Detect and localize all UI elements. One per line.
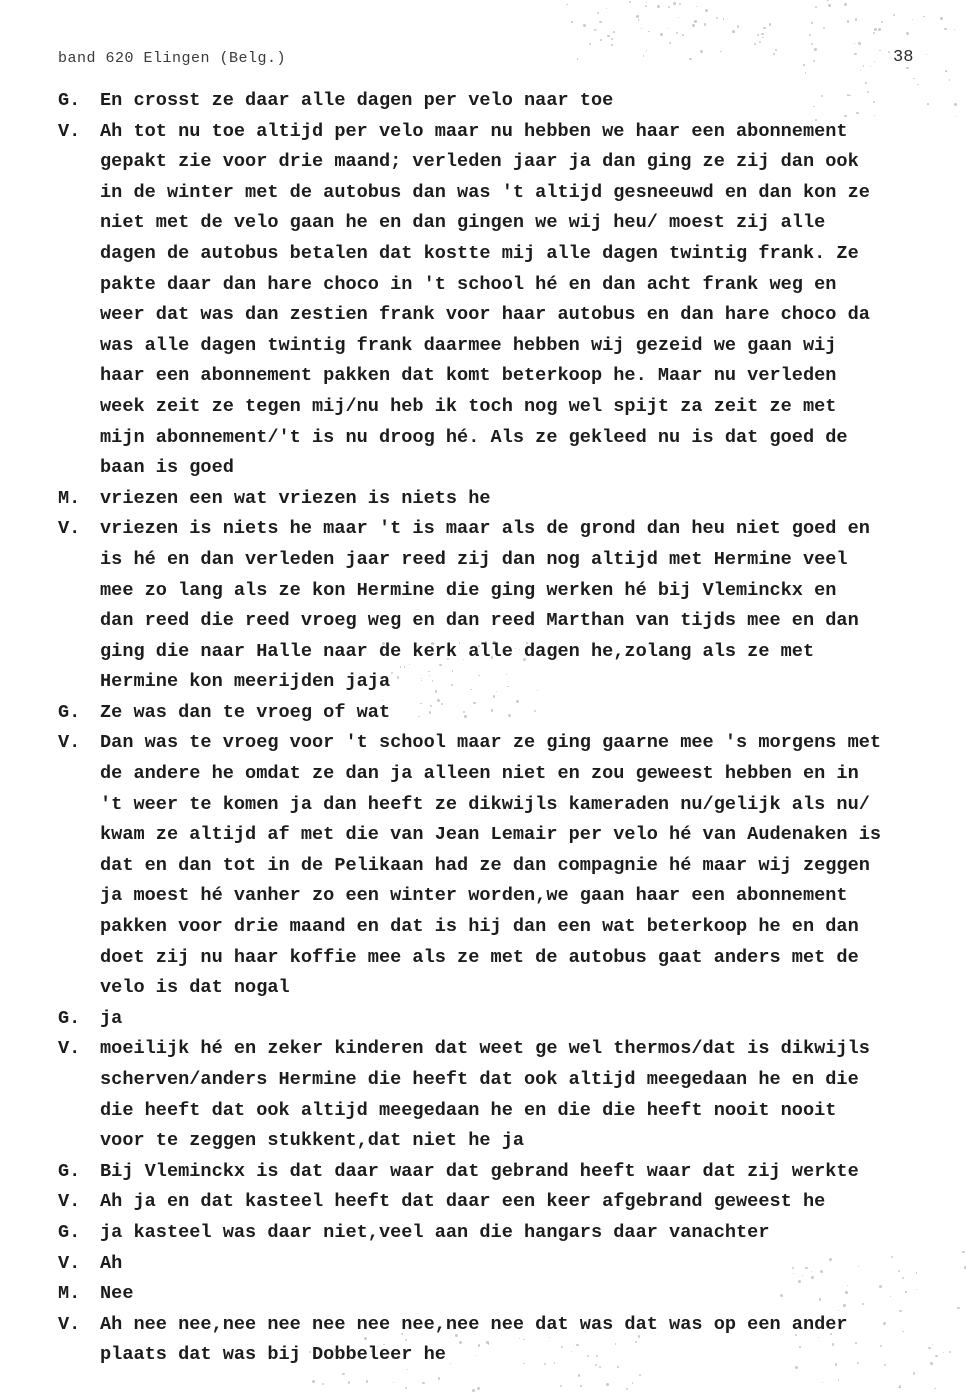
- speckle: [870, 66, 871, 67]
- transcript-line: [0, 1126, 966, 1157]
- transcript-line: [0, 392, 966, 423]
- speckle: [700, 50, 703, 53]
- speckle: [430, 705, 432, 707]
- transcript-line: [0, 117, 966, 148]
- speckle: [763, 27, 766, 30]
- utterance-text: vriezen een wat vriezen is niets he: [100, 487, 491, 509]
- utterance-text: plaats dat was bij Dobbeleer he: [100, 1344, 446, 1366]
- speckle: [438, 1377, 441, 1380]
- speaker-label: V.: [58, 1191, 81, 1213]
- speckle: [600, 39, 602, 41]
- speckle: [828, 4, 831, 7]
- speaker-label: V.: [58, 120, 81, 142]
- speckle: [380, 676, 382, 678]
- speckle: [641, 28, 642, 29]
- speckle: [392, 1357, 394, 1359]
- transcript-line: [0, 545, 966, 576]
- utterance-text: kwam ze altijd af met die van Jean Lemair per velo hé van Audenaken is: [100, 824, 882, 846]
- speckle: [477, 1387, 479, 1389]
- transcript-line: [0, 239, 966, 270]
- speckle: [597, 12, 599, 14]
- speckle: [580, 1385, 581, 1386]
- speckle: [854, 53, 857, 56]
- utterance-text: vriezen is niets he maar 't is maar als de grond dan heu niet goed en: [100, 518, 870, 540]
- speckle: [805, 72, 807, 74]
- speckle: [874, 61, 875, 62]
- speckle: [560, 1385, 562, 1387]
- speckle: [589, 43, 591, 45]
- transcript-line: [0, 86, 966, 117]
- transcript-line: [0, 790, 966, 821]
- speckle: [893, 14, 895, 16]
- speckle: [657, 5, 660, 8]
- utterance-text: Ah tot nu toe altijd per velo maar nu hebben we haar een abonnement: [100, 120, 848, 142]
- speckle: [811, 22, 812, 23]
- speckle: [935, 1355, 938, 1358]
- speckle: [473, 702, 476, 705]
- speckle: [912, 19, 913, 20]
- speaker-label: V.: [58, 1038, 81, 1060]
- speckle: [632, 1382, 633, 1383]
- transcript-line: [0, 423, 966, 454]
- utterance-text: scherven/anders Hermine die heeft dat ook altijd meegedaan he en die: [100, 1069, 859, 1090]
- utterance-text: ja kasteel was daar niet,veel aan die hangars daar vanachter: [100, 1221, 770, 1243]
- speckle: [455, 1334, 458, 1337]
- speckle: [873, 101, 875, 103]
- speckle: [429, 675, 430, 676]
- speckle: [809, 34, 811, 36]
- transcript-line: [0, 1249, 966, 1280]
- speckle: [566, 4, 568, 6]
- utterance-text: dan reed die reed vroeg weg en dan reed Marthan van tijds mee en dan: [100, 610, 859, 632]
- speckle: [696, 6, 697, 7]
- transcript-line: [0, 576, 966, 607]
- utterance-text: is hé en dan verleden jaar reed zij dan nog altijd met Hermine veel: [100, 548, 848, 570]
- speckle: [716, 17, 719, 20]
- transcript-line: [0, 1218, 966, 1249]
- speaker-label: G.: [58, 90, 81, 111]
- speckle: [660, 33, 662, 35]
- utterance-text: ja: [100, 1007, 123, 1029]
- speaker-label: V.: [58, 1252, 81, 1274]
- speckle: [913, 78, 915, 80]
- speckle: [611, 38, 613, 40]
- transcript-line: [0, 1340, 966, 1371]
- transcript-line: [0, 759, 966, 790]
- speckle: [811, 43, 813, 45]
- speckle: [450, 1363, 451, 1364]
- speckle: [669, 42, 671, 44]
- speckle: [689, 58, 691, 60]
- speckle: [927, 103, 929, 105]
- speaker-label: G.: [58, 1007, 81, 1029]
- utterance-text: 't weer te komen ja dan heeft ze dikwijls kameraden nu/gelijk als nu/: [100, 793, 870, 815]
- speckle: [917, 84, 918, 85]
- speckle: [814, 48, 816, 50]
- transcript-line: [0, 514, 966, 545]
- speckle: [754, 43, 756, 45]
- speaker-label: V.: [58, 518, 81, 540]
- speckle: [436, 647, 437, 648]
- speckle: [646, 50, 647, 51]
- transcript-line: [0, 728, 966, 759]
- speckle: [678, 17, 679, 18]
- speckle: [643, 55, 644, 56]
- speckle: [393, 1382, 394, 1383]
- speckle: [855, 1342, 857, 1344]
- speckle: [682, 34, 684, 36]
- speckle: [761, 33, 764, 36]
- speckle: [890, 1296, 891, 1297]
- speckle: [437, 699, 439, 701]
- utterance-text: voor te zeggen stukkent,dat niet he ja: [100, 1130, 525, 1152]
- transcript-line: [0, 698, 966, 729]
- speckle: [404, 666, 405, 667]
- speckle: [596, 29, 597, 30]
- utterance-text: was alle dagen twintig frank daarmee hebben wij gezeid we gaan wij: [100, 334, 837, 356]
- speckle: [818, 1337, 819, 1338]
- utterance-text: niet met de velo gaan he en dan gingen we wij heu/ moest zij alle: [100, 212, 826, 234]
- speckle: [879, 50, 880, 51]
- speckle: [611, 44, 613, 46]
- speckle: [464, 715, 466, 717]
- speckle: [757, 34, 759, 36]
- speckle: [769, 23, 772, 26]
- transcript-line: [0, 943, 966, 974]
- speckle: [899, 1385, 902, 1388]
- speckle: [858, 42, 861, 45]
- speckle: [348, 1381, 350, 1383]
- transcript-line: [0, 300, 966, 331]
- utterance-text: doet zij nu haar koffie mee als ze met de autobus gaat anders met de: [100, 946, 859, 968]
- speckle: [507, 686, 508, 687]
- speckle: [389, 1352, 390, 1353]
- speckle: [888, 51, 891, 54]
- transcript-line: [0, 973, 966, 1004]
- transcript-line: [0, 453, 966, 484]
- speckle: [805, 1267, 808, 1270]
- speckle: [822, 1382, 823, 1383]
- speckle: [906, 32, 908, 34]
- utterance-text: dagen de autobus betalen dat kostte mij alle dagen twintig frank. Ze: [100, 242, 859, 264]
- speckle: [673, 2, 676, 5]
- utterance-text: Dan was te vroeg voor 't school maar ze ging gaarne mee 's morgens met: [100, 732, 882, 754]
- speckle: [472, 1389, 475, 1392]
- speckle: [844, 115, 846, 117]
- transcript-line: [0, 1034, 966, 1065]
- transcript-line: [0, 270, 966, 301]
- speckle: [962, 1251, 964, 1253]
- utterance-text: ja moest hé vanher zo een winter worden,we gaan haar een abonnement: [100, 885, 848, 907]
- transcript-line: [0, 637, 966, 668]
- transcript-line: [0, 1157, 966, 1188]
- transcript-line: [0, 208, 966, 239]
- speckle: [486, 1341, 488, 1343]
- speckle: [827, 0, 828, 1]
- transcript-body: [0, 86, 966, 1371]
- utterance-text: dat en dan tot in de Pelikaan had ze dan compagnie hé maar wij zeggen: [100, 854, 870, 876]
- speckle: [923, 16, 924, 17]
- speckle: [523, 1363, 525, 1365]
- speckle: [821, 95, 823, 97]
- speckle: [949, 79, 950, 80]
- transcript-line: [0, 1187, 966, 1218]
- speckle: [478, 1344, 481, 1347]
- speckle: [773, 53, 775, 55]
- speckle: [813, 60, 815, 62]
- speaker-label: G.: [58, 1221, 81, 1243]
- speckle: [578, 1374, 580, 1376]
- transcript-line: [0, 1310, 966, 1341]
- utterance-text: pakte daar dan hare choco in 't school hé en dan acht frank weg en: [100, 273, 837, 295]
- utterance-text: Ah nee nee,nee nee nee nee nee,nee nee dat was dat was op een ander: [100, 1313, 848, 1335]
- utterance-text: weer dat was dan zestien frank voor haar autobus en dan hare choco da: [100, 304, 870, 326]
- speckle: [843, 1304, 846, 1307]
- speckle: [554, 1362, 556, 1364]
- speckle: [646, 2, 647, 3]
- transcript-line: [0, 1004, 966, 1035]
- speckle: [431, 642, 433, 644]
- speckle: [577, 58, 579, 60]
- speckle: [874, 28, 877, 31]
- speckle: [704, 23, 706, 25]
- speckle: [762, 37, 763, 38]
- speckle: [639, 1374, 641, 1376]
- speckle: [334, 1349, 337, 1352]
- speckle: [354, 1359, 355, 1360]
- speaker-label: G.: [58, 1160, 81, 1182]
- utterance-text: Ah: [100, 1252, 123, 1274]
- utterance-text: pakken voor drie maand en dat is hij dan een wat beterkoop he en dan: [100, 916, 859, 938]
- speckle: [879, 1285, 882, 1288]
- speckle: [954, 29, 955, 30]
- utterance-text: Ze was dan te vroeg of wat: [100, 701, 391, 723]
- transcript-line: [0, 820, 966, 851]
- speckle: [926, 54, 927, 55]
- speckle: [830, 1333, 832, 1335]
- speckle: [954, 103, 957, 106]
- speckle: [694, 20, 697, 23]
- speckle: [798, 1280, 801, 1283]
- speckle: [667, 28, 668, 29]
- speckle: [366, 1380, 368, 1382]
- transcript-line: [0, 851, 966, 882]
- speckle: [537, 690, 538, 691]
- speckle: [607, 35, 609, 37]
- speckle: [944, 28, 946, 30]
- speckle: [823, 27, 825, 29]
- speckle: [571, 21, 572, 22]
- speckle: [862, 1303, 864, 1305]
- speckle: [863, 65, 865, 67]
- speckle: [930, 1362, 933, 1365]
- speckle: [945, 70, 947, 72]
- speckle: [905, 1291, 906, 1292]
- speckle: [737, 25, 740, 28]
- speckle: [380, 707, 381, 708]
- speckle: [880, 1345, 882, 1347]
- header-tape-reference: band 620 Elingen (Belg.): [58, 50, 287, 67]
- speckle: [759, 41, 761, 43]
- utterance-text: mijn abonnement/'t is nu droog hé. Als ze gekleed nu is dat goed de: [100, 426, 848, 448]
- speckle: [451, 684, 453, 686]
- speckle: [874, 115, 875, 116]
- speckle: [405, 1387, 407, 1389]
- speckle: [516, 700, 519, 703]
- speaker-label: G.: [58, 701, 81, 723]
- transcript-line: [0, 331, 966, 362]
- utterance-text: baan is goed: [100, 457, 234, 479]
- speckle: [845, 1291, 848, 1294]
- transcript-line: [0, 606, 966, 637]
- transcript-line: [0, 881, 966, 912]
- utterance-text: Bij Vleminckx is dat daar waar dat gebrand heeft waar dat zij werkte: [100, 1160, 859, 1182]
- speckle: [934, 1388, 936, 1390]
- utterance-text: in de winter met de autobus dan was 't altijd gesneeuwd en dan kon ze: [100, 181, 870, 203]
- speckle: [312, 1380, 315, 1383]
- speckle: [452, 670, 453, 671]
- speckle: [493, 695, 495, 697]
- speckle: [873, 32, 875, 34]
- utterance-text: En crosst ze daar alle dagen per velo naar toe: [100, 90, 614, 111]
- speckle: [478, 675, 480, 677]
- speckle: [599, 21, 602, 24]
- speckle: [856, 112, 858, 114]
- utterance-text: Hermine kon meerijden jaja: [100, 671, 391, 693]
- speckle: [720, 51, 721, 52]
- speckle: [865, 82, 866, 83]
- speckle: [844, 3, 847, 6]
- speckle: [899, 1310, 901, 1312]
- speckle: [421, 678, 422, 679]
- speckle: [803, 64, 804, 65]
- transcript-line: [0, 667, 966, 698]
- speckle: [676, 32, 678, 34]
- speckle: [838, 1379, 839, 1380]
- speckle: [606, 1383, 609, 1386]
- speckle: [459, 1341, 462, 1344]
- speaker-label: V.: [58, 1313, 81, 1335]
- speckle: [860, 70, 861, 71]
- speckle: [571, 1351, 572, 1352]
- speckle: [732, 30, 735, 33]
- speckle: [638, 19, 640, 21]
- speckle: [831, 1318, 832, 1319]
- speckle: [636, 15, 639, 18]
- speckle: [878, 28, 881, 31]
- speckle: [613, 31, 615, 33]
- speckle: [544, 1363, 546, 1365]
- speckle: [478, 645, 480, 647]
- utterance-text: mee zo lang als ze kon Hermine die ging werken hé bij Vleminckx en: [100, 579, 837, 601]
- speckle: [629, 1, 631, 3]
- speckle: [815, 119, 817, 121]
- speckle: [463, 711, 465, 713]
- speckle: [906, 67, 908, 69]
- transcript-line: [0, 1279, 966, 1310]
- speckle: [705, 9, 708, 12]
- transcript-line: [0, 1096, 966, 1127]
- speckle: [615, 1343, 616, 1344]
- speckle: [847, 20, 849, 22]
- transcript-line: [0, 361, 966, 392]
- speckle: [400, 666, 401, 667]
- speckle: [422, 1382, 424, 1384]
- speckle: [401, 1333, 403, 1335]
- transcript-line: [0, 178, 966, 209]
- speaker-label: V.: [58, 732, 81, 754]
- speckle: [854, 43, 855, 44]
- speckle: [648, 31, 650, 33]
- speckle: [371, 1350, 373, 1352]
- utterance-text: ging die naar Halle naar de kerk alle dagen he,zolang als ze met: [100, 640, 815, 662]
- speckle: [881, 21, 883, 23]
- speckle: [811, 1276, 814, 1279]
- utterance-text: Ah ja en dat kasteel heeft dat daar een keer afgebrand geweest he: [100, 1191, 826, 1213]
- speckle: [322, 1383, 324, 1385]
- utterance-text: week zeit ze tegen mij/nu heb ik toch nog wel spijt za zeit ze met: [100, 395, 837, 417]
- speckle: [940, 17, 943, 20]
- speckle: [407, 1369, 408, 1370]
- speckle: [913, 1372, 916, 1375]
- speckle: [503, 647, 505, 649]
- speaker-label: M.: [58, 487, 81, 509]
- speaker-label: M.: [58, 1283, 81, 1305]
- utterance-text: die heeft dat ook altijd meegedaan he en die die heeft nooit nooit: [100, 1099, 837, 1121]
- speckle: [723, 18, 724, 19]
- speckle: [583, 24, 586, 27]
- speckle: [855, 18, 857, 20]
- speckle: [606, 8, 607, 9]
- speckle: [439, 664, 441, 666]
- utterance-text: de andere he omdat ze dan ja alleen niet en zou geweest hebben en in: [100, 763, 859, 785]
- utterance-text: velo is dat nogal: [100, 977, 290, 999]
- page-number: 38: [893, 48, 914, 67]
- speckle: [815, 6, 817, 8]
- transcript-line: [0, 484, 966, 515]
- speckle: [692, 24, 695, 27]
- utterance-text: haar een abonnement pakken dat komt beterkoop he. Maar nu verleden: [100, 365, 837, 387]
- speckle: [645, 5, 647, 7]
- transcript-line: [0, 147, 966, 178]
- transcript-line: [0, 912, 966, 943]
- transcript-line: [0, 1065, 966, 1096]
- utterance-text: gepakt zie voor drie maand; verleden jaar ja dan ging ze zij dan ook: [100, 151, 859, 173]
- speckle: [397, 676, 399, 678]
- speckle: [523, 1339, 525, 1341]
- speckle: [668, 6, 670, 8]
- speckle: [342, 1373, 345, 1376]
- speckle: [775, 49, 777, 51]
- utterance-text: Nee: [100, 1283, 134, 1305]
- utterance-text: moeilijk hé en zeker kinderen dat weet ge wel thermos/dat is dikwijls: [100, 1038, 870, 1060]
- speckle: [883, 1322, 886, 1325]
- speckle: [679, 3, 681, 5]
- speckle: [835, 1363, 837, 1365]
